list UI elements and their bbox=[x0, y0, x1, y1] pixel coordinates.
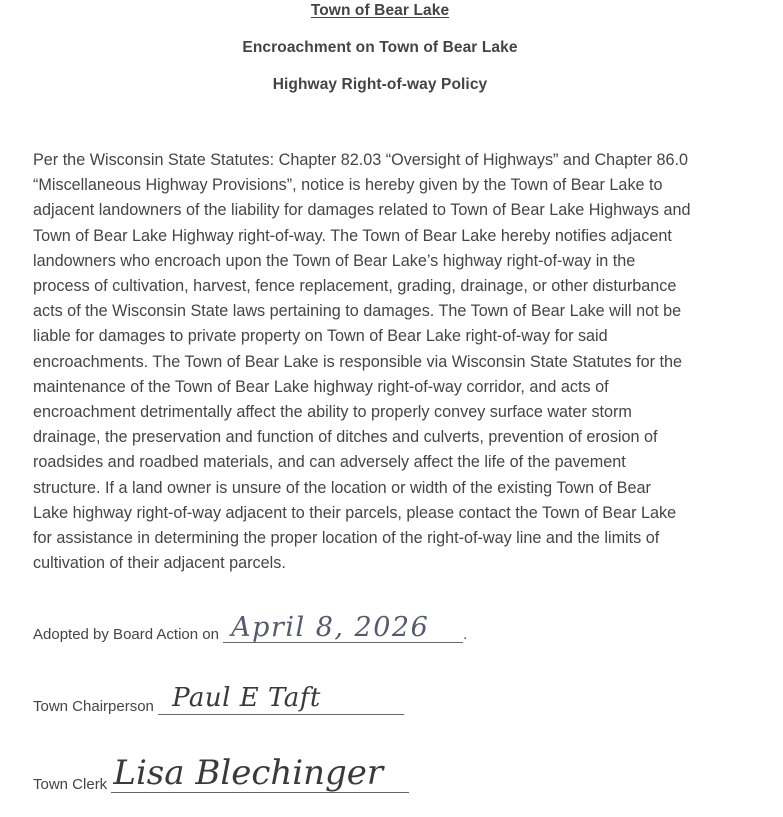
body-line: process of cultivation, harvest, fence replacement, grading, drainage, or other disturbance bbox=[33, 277, 677, 296]
document-title: Town of Bear Lake bbox=[310, 2, 450, 19]
body-line: Lake highway right-of-way adjacent to their parcels, please contact the Town of Bear Lake bbox=[33, 503, 677, 522]
body-line: “Miscellaneous Highway Provisions”, notice is hereby given by the Town of Bear Lake to bbox=[33, 176, 663, 195]
clerk-signature: Lisa Blechinger bbox=[113, 753, 384, 793]
adopted-date-field bbox=[223, 612, 463, 643]
body-line: maintenance of the Town of Bear Lake highway right-of-way corridor, and acts of bbox=[33, 377, 609, 396]
adopted-period: . bbox=[463, 626, 468, 643]
handwritten-date: April 8, 2026 bbox=[231, 612, 430, 643]
document-subtitle: Encroachment on Town of Bear Lake bbox=[242, 39, 518, 56]
body-line: adjacent landowners of the liability for damages related to Town of Bear Lake Highways and bbox=[33, 201, 691, 220]
adopted-date-row bbox=[33, 612, 467, 643]
body-line: acts of the Wisconsin State laws pertaining to damages. The Town of Bear Lake will not be bbox=[33, 302, 682, 321]
body-line: roadsides and roadbed materials, and can adversely affect the life of the pavement bbox=[33, 453, 626, 472]
body-line: landowners who encroach upon the Town of Bear Lake’s highway right-of-way in the bbox=[33, 251, 636, 270]
chairperson-signature-field bbox=[158, 674, 404, 715]
body-line: cultivation of their adjacent parcels. bbox=[33, 554, 286, 573]
body-line: Per the Wisconsin State Statutes: Chapter 82.03 “Oversight of Highways” and Chapter 86.0 bbox=[33, 151, 689, 169]
policy-body bbox=[33, 148, 753, 576]
clerk-signature-field bbox=[111, 740, 409, 793]
chairperson-signature: Paul E Taft bbox=[172, 683, 321, 713]
chairperson-signature-row bbox=[33, 674, 404, 715]
clerk-label: Town Clerk bbox=[33, 776, 108, 793]
body-line: Town of Bear Lake Highway right-of-way. The Town of Bear Lake hereby notifies adjacent bbox=[33, 226, 672, 245]
body-line: encroachment detrimentally affect the ability to properly convey surface water storm bbox=[33, 403, 632, 422]
body-line: drainage, the preservation and function of ditches and culverts, prevention of erosion of bbox=[33, 428, 658, 447]
clerk-signature-row bbox=[33, 740, 409, 793]
adopted-label: Adopted by Board Action on bbox=[33, 626, 219, 643]
chairperson-label: Town Chairperson bbox=[33, 698, 154, 715]
policy-title: Highway Right-of-way Policy bbox=[272, 76, 488, 93]
body-line: for assistance in determining the proper location of the right-of-way line and the limits of bbox=[33, 529, 660, 548]
body-line: structure. If a land owner is unsure of the location or width of the existing Town of Bear bbox=[33, 478, 651, 497]
body-line: encroachments. The Town of Bear Lake is responsible via Wisconsin State Statutes for the bbox=[33, 352, 683, 371]
body-line: liable for damages to private property on Town of Bear Lake right-of-way for said bbox=[33, 327, 608, 346]
